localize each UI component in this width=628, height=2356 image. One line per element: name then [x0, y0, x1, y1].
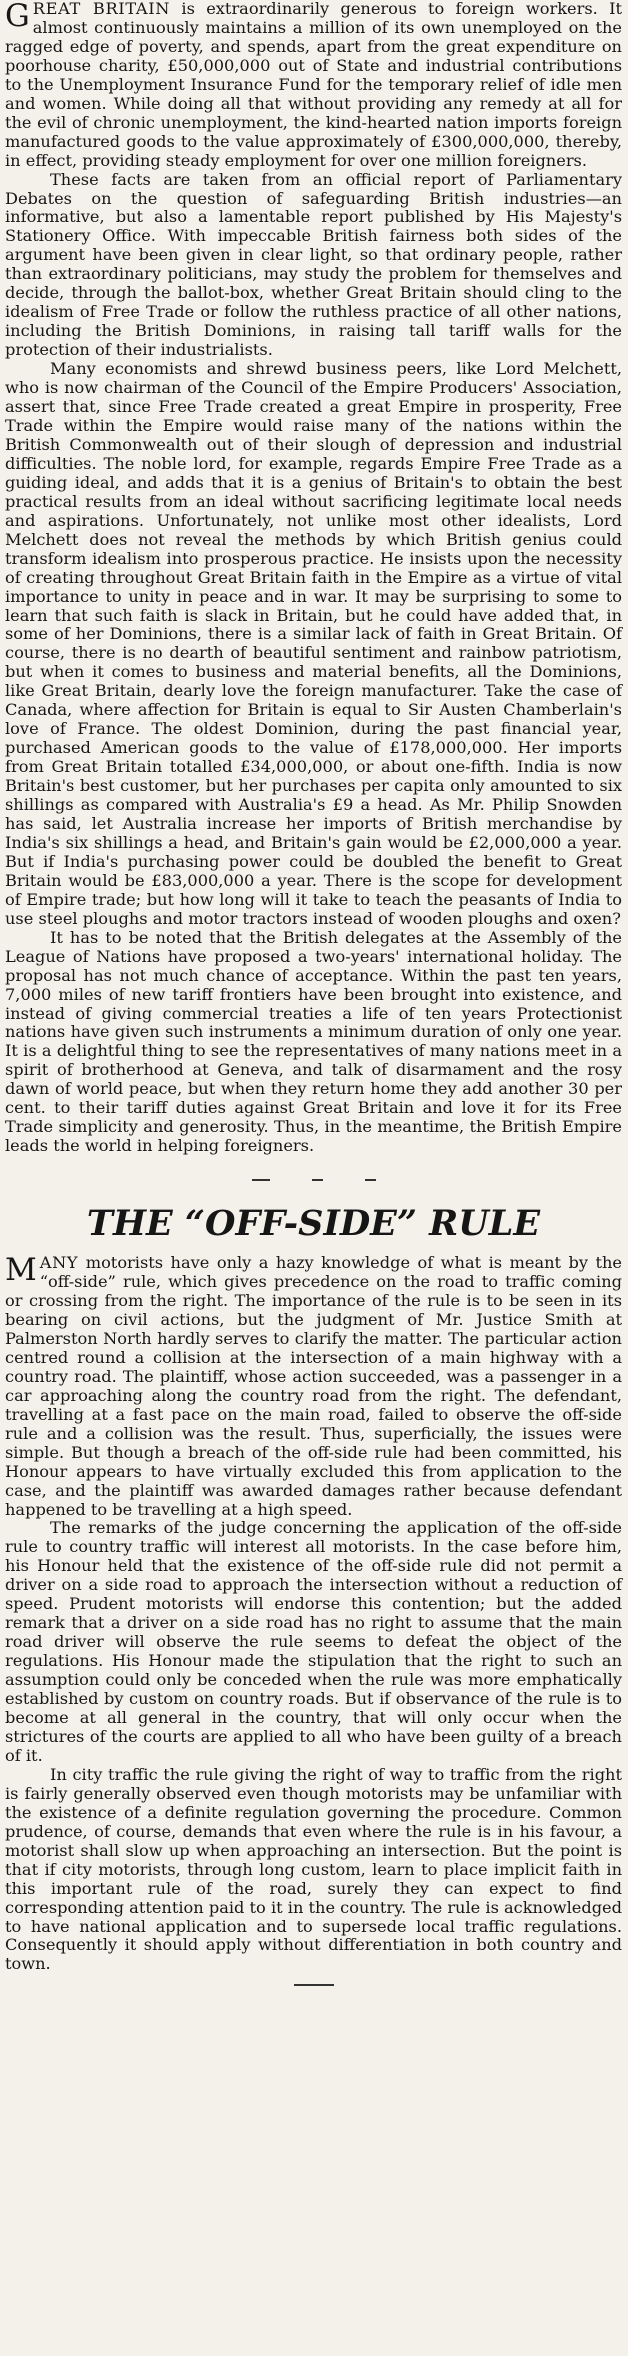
divider-dash [294, 1984, 334, 1986]
divider-dash [252, 1179, 270, 1181]
paragraph: It has to be noted that the British delegates at the Assembly of the League of Nations have proposed a two-years' international holiday. The proposal has not much chance of acceptance. Within the past ten years, 7,000 miles of new tariff frontiers have been brought into existence, and instead of giving commercial treaties a life of ten years Protectionist nations have given such instruments a minimum duration of only one year. It is a delightful thing to see the representatives of many nations meet in a spirit of brotherhood at Geneva, and talk of disarmament and the rosy dawn of world peace, but when they return home they add another 30 per cent. to their tariff duties against Great Britain and love it for its Free Trade simplicity and generosity. Thus, in the meantime, the British Empire leads the world in helping foreigners. [5, 927, 622, 1156]
paragraph: Many economists and shrewd business peers, like Lord Melchett, who is now chairman of the Council of the Empire Producers' Association, assert that, since Free Trade created a great Empire in prosperity, Free Trade within the Empire would raise many of the nations within the British Commonwealth out of their slough of depression and industrial difficulties. The noble lord, for example, regards Empire Free Trade as a guiding ideal, and adds that it is a genius of Britain's to obtain the best practical results from an ideal without sacrificing legitimate local needs and aspirations. Unfortunately, not unlike most other idealists, Lord Melchett does not reveal the methods by which British genius could transform idealism into prosperous practice. He insists upon the necessity of creating throughout Great Britain faith in the Empire as a virtue of vital importance to unity in peace and in war. It may be surprising to some to learn that such faith is slack in Britain, but he could have added that, in some of her Dominions, there is a similar lack of faith in Great Britain. Of course, there is no dearth of beautiful sentiment and rainbow patriotism, but when it comes to business and material benefits, all the Dominions, like Great Britain, dearly love the foreign manufacturer. Take the case of Canada, where affection for Britain is equal to Sir Austen Chamberlain's love of France. The oldest Dominion, during the past financial year, purchased American goods to the value of £178,000,000. Her imports from Great Britain totalled £34,000,000, or about one-fifth. India is now Britain's best customer, but her purchases per capita only amounted to six shillings as compared with Australia's £9 a head. As Mr. Philip Snowden has said, let Australia increase her imports of British merchandise by India's six shillings a head, and Britain's gain would be £2,000,000 a year. But if India's purchasing power could be doubled the benefit to Great Britain would be £83,000,000 a year. There is the scope for development of Empire trade; but how long will it take to teach the peasants of India to use steel ploughs and motor tractors instead of wooden ploughs and oxen? [5, 359, 622, 928]
drop-cap: M [5, 1252, 37, 1289]
editorial-free-trade [5, 0, 622, 1156]
section-divider [5, 1158, 622, 1202]
paragraph [5, 0, 622, 171]
paragraph: In city traffic the rule giving the right of way to traffic from the right is fairly generally observed even though motorists may be unfamiliar with the existence of a definite regulation governing the procedure. Common prudence, of course, demands that even where the rule is in his favour, a motorist shall slow up when approaching an intersection. But the point is that if city motorists, through long custom, learn to place implicit faith in this important rule of the road, surely they can expect to find corresponding attention paid to it in the country. The rule is acknowledged to have national application and to supersede local traffic regulations. Consequently it should apply without differentiation in both country and town. [5, 1764, 622, 1974]
paragraph-text: is extraordinarily generous to foreign workers. It almost continuously maintains a million of its own unemployed on the ragged edge of poverty, and spends, apart from the great expenditure on poorhouse charity, £50,000,000 out of State and industrial contributions to the Unemployment Insurance Fund for the temporary relief of idle men and women. While doing all that without providing any remedy at all for the evil of chronic unemployment, the kind-hearted nation imports foreign manufactured goods to the value approximately of £300,000,000, thereby, in effect, providing steady employment for over one million foreigners. [5, 0, 622, 170]
lead-in: REAT BRITAIN [32, 0, 171, 18]
paragraph [5, 1254, 622, 1519]
paragraph-text: motorists have only a hazy knowledge of what is meant by the “off-side” rule, which gives precedence on the road to traffic coming or crossing from the right. The importance of the rule is to be seen in its bearing on civil actions, but the judgment of Mr. Justice Smith at Palmerston North hardly serves to clarify the matter. The particular action centred round a collision at the intersection of a main highway with a country road. The plaintiff, whose action succeeded, was a passenger in a car approaching along the country road from the right. The defendant, travelling at a fast pace on the main road, failed to observe the off-side rule and a collision was the result. Thus, superficially, the issues were simple. But though a breach of the off-side rule had been committed, his Honour appears to have virtually excluded this from application to the case, and the plaintiff was awarded damages rather because defendant happened to be travelling at a high speed. [5, 1253, 622, 1519]
end-divider [5, 1984, 622, 1986]
editorial-off-side-rule [5, 1254, 622, 1974]
divider-dash [365, 1179, 376, 1181]
drop-cap: G [5, 0, 30, 34]
paragraph: The remarks of the judge concerning the application of the off-side rule to country traffic will interest all motorists. In the case before him, his Honour held that the existence of the off-side rule did not permit a driver on a side road to approach the intersection without a reduction of speed. Prudent motorists will endorse this contention; but the added remark that a driver on a side road has no right to assume that the main road driver will observe the rule seems to defeat the object of the regulations. His Honour made the stipulation that the right to such an assumption could only be conceded when the rule was more emphatically established by custom on country roads. But if observance of the rule is to become at all general in the country, that will only occur when the strictures of the courts are applied to all who have been guilty of a breach of it. [5, 1518, 622, 1765]
divider-dash [312, 1179, 323, 1181]
paragraph: These facts are taken from an official report of Parliamentary Debates on the question of safeguarding British industries—an informative, but also a lamentable report published by His Majesty's Stationery Office. With impeccable British fairness both sides of the argument have been given in clear light, so that ordinary people, rather than extraordinary politicians, may study the problem for themselves and decide, through the ballot-box, whether Great Britain should cling to the idealism of Free Trade or follow the ruthless practice of all other nations, including the British Dominions, in raising tall tariff walls for the protection of their industrialists. [5, 169, 622, 360]
article-heading: THE “OFF-SIDE” RULE [86, 1203, 541, 1245]
lead-in: ANY [39, 1253, 79, 1273]
